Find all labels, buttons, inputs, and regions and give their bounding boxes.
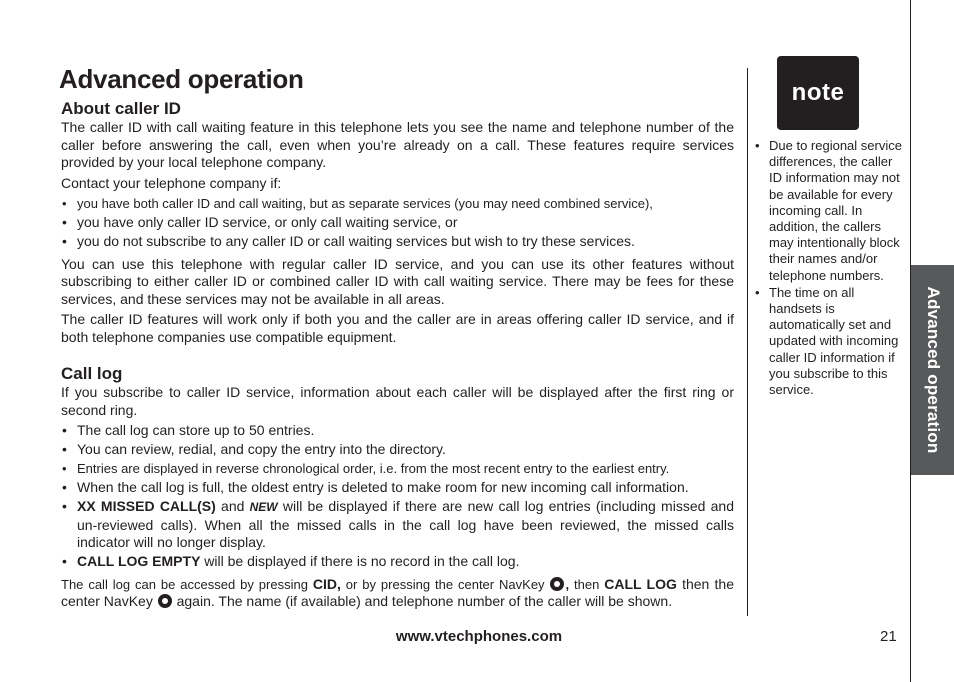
call-log-key-label: CALL LOG xyxy=(604,575,677,592)
note-item: • The time on all handsets is automatically set and updated with incoming caller ID information if you subscribe to this service. xyxy=(753,285,905,398)
call-log-bullet-list xyxy=(61,422,734,571)
note-badge-label: note xyxy=(791,79,845,106)
note-column-divider xyxy=(747,68,748,616)
note-item: • Due to regional service differences, the caller ID information may not be available for every incoming call. In addition, the callers may intentionally block their names and/or telephone numbers. xyxy=(753,138,905,284)
caller-id-compatibility: The caller ID features will work only if both you and the caller are in areas offering caller ID service, and if both telephone companies use compatible equipment. xyxy=(61,311,734,345)
list-item: • you do not subscribe to any caller ID or call waiting services but wish to try these services. xyxy=(61,233,734,251)
list-item: • You can review, redial, and copy the entry into the directory. xyxy=(61,441,734,459)
call-log-empty-description: will be displayed if there is no record in the call log. xyxy=(200,553,520,569)
caller-id-heading: About caller ID xyxy=(61,99,181,118)
call-log-intro: If you subscribe to caller ID service, information about each caller will be displayed after the first ring or second ring. xyxy=(61,384,734,418)
navkey-icon xyxy=(158,594,172,608)
page-title: Advanced operation xyxy=(59,64,304,94)
list-item: • you have only caller ID service, or only call waiting service, or xyxy=(61,214,734,232)
new-indicator: NEW xyxy=(249,500,278,514)
note-list xyxy=(753,138,905,399)
access-text-4: then the center NavKey xyxy=(61,575,734,609)
caller-id-regular-service: You can use this telephone with regular caller ID service, and you can use its other features without subscribing to either caller ID or combined caller ID with call waiting service. There may be fees for these services, and these services may not be available in all areas. xyxy=(61,255,734,307)
caller-id-intro: The caller ID with call waiting feature in this telephone lets you see the name and telephone number of the caller before answering the call, even when you’re already on a call. These features require services provided by your local telephone company. xyxy=(61,119,734,170)
footer-url-text: www.vtechphones.com xyxy=(395,628,563,645)
list-item-call-log-empty xyxy=(61,553,734,571)
call-log-heading: Call log xyxy=(61,364,123,383)
list-item: • Entries are displayed in reverse chronological order, i.e. from the most recent entry to the earliest entry. xyxy=(61,460,734,478)
access-text-1: The call log can be accessed by pressing xyxy=(61,576,313,592)
access-text-3: then xyxy=(569,576,605,592)
access-text-5: again. The name (if available) and telephone number of the caller will be shown. xyxy=(172,593,673,609)
missed-calls-description: will be displayed if there are new call log entries (including missed and un-reviewed calls). When all the missed calls in the call log have been reviewed, the missed calls indicator will no longer display. xyxy=(77,498,734,550)
note-badge xyxy=(777,56,859,130)
missed-calls-indicator: XX MISSED CALL(S) xyxy=(77,498,216,514)
side-tab-label: Advanced operation xyxy=(923,286,943,454)
access-text-2: or by pressing the center NavKey xyxy=(340,576,550,592)
navkey-icon xyxy=(550,577,564,591)
cid-key-label: CID, xyxy=(312,575,341,592)
list-item: • you have both caller ID and call waiting, but as separate services (you may need combined service), xyxy=(61,195,734,213)
call-log-access-instructions xyxy=(61,576,734,611)
caller-id-bullet-list xyxy=(61,195,734,251)
page-number: 21 xyxy=(880,628,897,645)
missed-and-text: and xyxy=(215,498,250,514)
list-item: • The call log can store up to 50 entries. xyxy=(61,422,734,440)
call-log-empty-indicator: CALL LOG EMPTY xyxy=(77,553,201,569)
footer-url xyxy=(0,628,954,645)
section-side-tab xyxy=(911,265,954,475)
access-comma: , xyxy=(565,576,570,592)
main-column xyxy=(61,98,734,614)
list-item: • When the call log is full, the oldest entry is deleted to make room for new incoming call information. xyxy=(61,479,734,497)
list-item-missed-calls xyxy=(61,498,734,552)
caller-id-contact: Contact your telephone company if: xyxy=(61,174,282,191)
